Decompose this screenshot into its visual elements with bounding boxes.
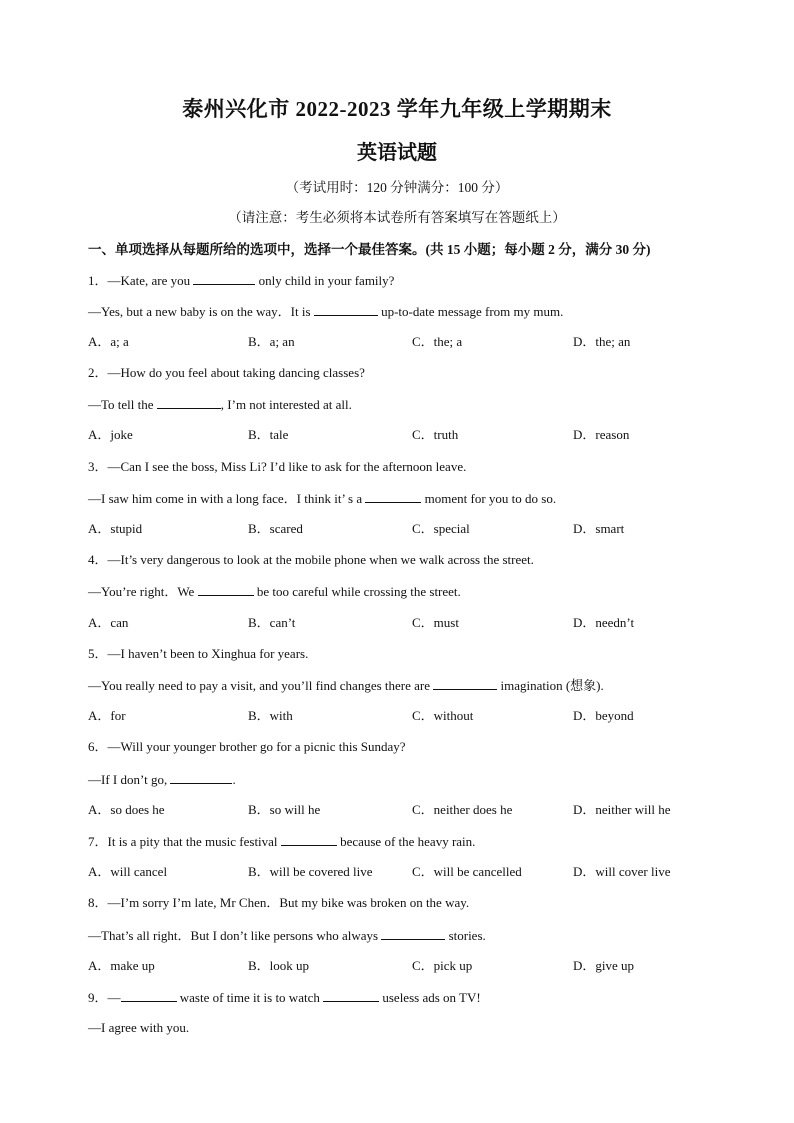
- question-5-line-2: [88, 677, 604, 694]
- text: waste of time it is to watch: [176, 990, 324, 1005]
- question-8-line-2: [88, 927, 486, 944]
- exam-subtitle: 英语试题: [357, 142, 437, 164]
- option-b: B．a; an: [248, 334, 295, 349]
- time-note: （考试用时：120 分钟满分：100 分）: [285, 180, 509, 195]
- answer-blank: [121, 989, 177, 1002]
- answer-blank: [281, 833, 337, 846]
- text: , I’m not interested at all.: [220, 397, 352, 412]
- question-4-line-2: [88, 583, 461, 600]
- option-c: C．neither does he: [412, 802, 513, 817]
- option-d: D．give up: [573, 958, 635, 973]
- option-a: A．joke: [88, 427, 133, 442]
- option-d: D．reason: [573, 427, 630, 442]
- question-6-line-2: [88, 771, 236, 788]
- section-heading: 一、单项选择从每题所给的选项中，选择一个最佳答案。(共 15 小题；每小题 2 分，满分 30 分): [88, 242, 651, 257]
- option-b: B．will be covered live: [248, 864, 373, 879]
- option-a: A．so does he: [88, 802, 165, 817]
- question-3-line-2: [88, 490, 556, 507]
- option-b: B．can’t: [248, 615, 296, 630]
- question-9-line-2: —I agree with you.: [88, 1020, 190, 1035]
- question-1-line-2: [88, 303, 563, 320]
- question-4-line-1: 4．—It’s very dangerous to look at the mobile phone when we walk across the street.: [88, 552, 534, 567]
- option-b: B．tale: [248, 427, 289, 442]
- text: imagination (想象).: [497, 678, 604, 693]
- option-a: A．make up: [88, 958, 155, 973]
- question-2-line-2: [88, 396, 352, 413]
- option-c: C．must: [412, 615, 459, 630]
- question-6-line-1: 6．—Will your younger brother go for a picnic this Sunday?: [88, 739, 406, 754]
- answer-blank: [365, 490, 421, 503]
- option-c: C．without: [412, 708, 474, 723]
- option-c: C．will be cancelled: [412, 864, 522, 879]
- text: —That’s all right．But I don’t like persons who always: [88, 928, 382, 943]
- option-c: C．the; a: [412, 334, 463, 349]
- option-d: D．neither will he: [573, 802, 671, 817]
- text: 7．It is a pity that the music festival: [88, 834, 281, 849]
- option-a: A．a; a: [88, 334, 129, 349]
- question-7-line-1: [88, 833, 475, 850]
- text: because of the heavy rain.: [336, 834, 476, 849]
- text: useless ads on TV!: [379, 990, 481, 1005]
- option-b: B．so will he: [248, 802, 321, 817]
- answer-blank: [433, 677, 497, 690]
- option-a: A．can: [88, 615, 129, 630]
- text: —If I don’t go,: [88, 772, 171, 787]
- question-5-line-1: 5．—I haven’t been to Xinghua for years.: [88, 646, 309, 661]
- option-d: D．needn’t: [573, 615, 635, 630]
- question-2-line-1: 2．—How do you feel about taking dancing classes?: [88, 365, 365, 380]
- option-a: A．will cancel: [88, 864, 168, 879]
- question-1-line-1: [88, 272, 394, 289]
- option-c: C．special: [412, 521, 470, 536]
- option-b: B．scared: [248, 521, 303, 536]
- text: —To tell the: [88, 397, 157, 412]
- option-a: A．for: [88, 708, 126, 723]
- text: moment for you to do so.: [421, 491, 557, 506]
- option-b: B．look up: [248, 958, 310, 973]
- question-8-line-1: 8．—I’m sorry I’m late, Mr Chen．But my bike was broken on the way.: [88, 895, 470, 910]
- text: —Yes, but a new baby is on the way．It is: [88, 304, 314, 319]
- option-b: B．with: [248, 708, 293, 723]
- option-d: D．smart: [573, 521, 625, 536]
- answer-blank: [381, 927, 445, 940]
- answer-blank: [314, 303, 378, 316]
- text: .: [232, 772, 236, 787]
- answer-blank: [198, 583, 254, 596]
- text: only child in your family?: [255, 273, 395, 288]
- option-c: C．pick up: [412, 958, 473, 973]
- option-d: D．the; an: [573, 334, 631, 349]
- option-d: D．will cover live: [573, 864, 671, 879]
- text: stories.: [445, 928, 486, 943]
- exam-title: 泰州兴化市 2022-2023 学年九年级上学期期末: [182, 97, 612, 121]
- answer-note: （请注意：考生必须将本试卷所有答案填写在答题纸上）: [228, 210, 566, 225]
- answer-blank: [323, 989, 379, 1002]
- question-3-line-1: 3．—Can I see the boss, Miss Li? I’d like to ask for the afternoon leave.: [88, 459, 467, 474]
- option-c: C．truth: [412, 427, 459, 442]
- answer-blank: [157, 396, 221, 409]
- text: —You really need to pay a visit, and you’ll find changes there are: [88, 678, 434, 693]
- text: be too careful while crossing the street.: [253, 584, 461, 599]
- text: —I saw him come in with a long face．I think it’ s a: [88, 491, 366, 506]
- answer-blank: [193, 272, 255, 285]
- answer-blank: [170, 771, 232, 784]
- text: 1．—Kate, are you: [88, 273, 194, 288]
- text: 9．—: [88, 990, 121, 1005]
- option-d: D．beyond: [573, 708, 634, 723]
- question-9-line-1: [88, 989, 481, 1006]
- text: —You’re right．We: [88, 584, 198, 599]
- text: up-to-date message from my mum.: [377, 304, 564, 319]
- option-a: A．stupid: [88, 521, 143, 536]
